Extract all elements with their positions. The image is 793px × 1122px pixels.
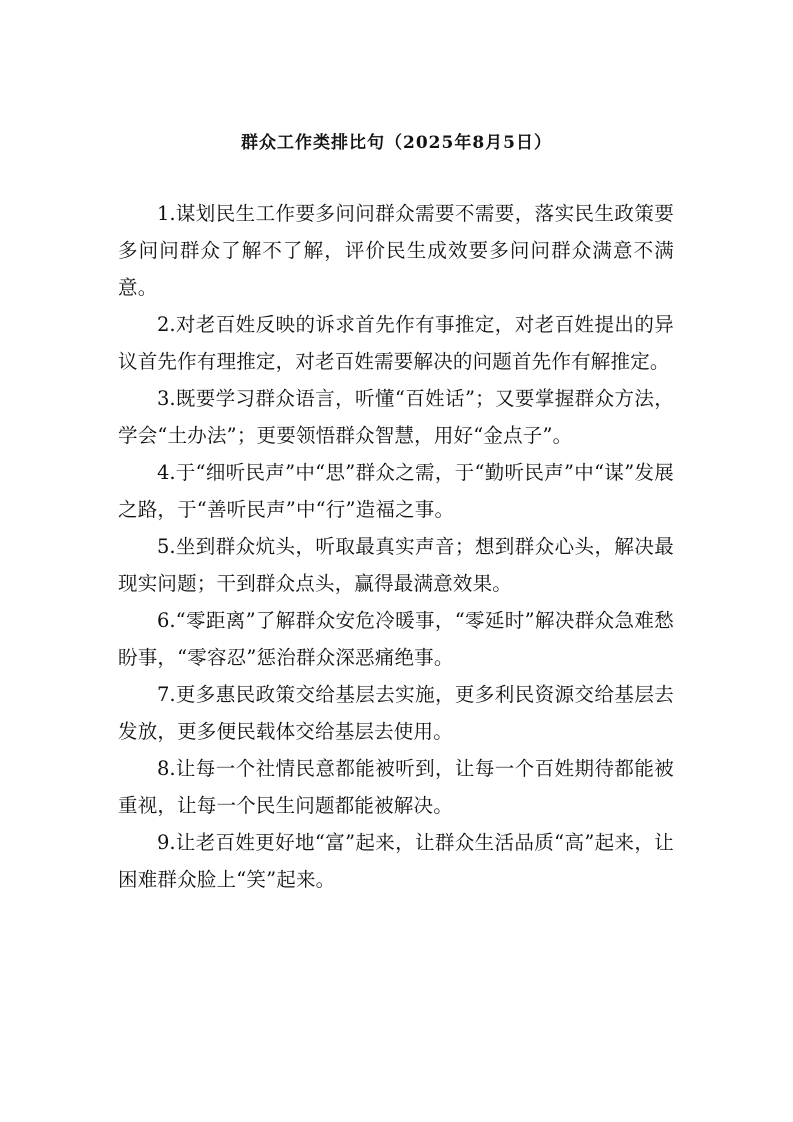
paragraph-text: 对老百姓反映的诉求首先作有事推定，对老百姓提出的异议首先作有理推定，对老百姓需要解决的问题首先作有解推定。	[118, 313, 674, 373]
paragraph-text: 让老百姓更好地“富”起来，让群众生活品质“高”起来，让困难群众脸上“笑”起来。	[118, 831, 674, 891]
paragraph-number: 6.	[157, 609, 176, 632]
paragraph-number: 1.	[157, 202, 176, 225]
paragraph-8	[118, 750, 674, 824]
paragraph-text: 既要学习群众语言，听懂“百姓话”；又要掌握群众方法，学会“土办法”；更要领悟群众智慧，用好“金点子”。	[118, 387, 674, 447]
paragraph-text: 于“细听民声”中“思”群众之需，于“勤听民声”中“谋”发展之路，于“善听民声”中“行”造福之事。	[118, 461, 674, 521]
paragraph-3	[118, 380, 674, 454]
paragraph-text: 更多惠民政策交给基层去实施，更多利民资源交给基层去发放，更多便民载体交给基层去使用。	[118, 683, 674, 743]
paragraph-number: 2.	[157, 313, 176, 336]
paragraph-9	[118, 824, 674, 898]
paragraph-number: 8.	[157, 757, 176, 780]
paragraph-number: 7.	[157, 683, 176, 706]
paragraph-1	[118, 195, 674, 306]
paragraph-text: 让每一个社情民意都能被听到，让每一个百姓期待都能被重视，让每一个民生问题都能被解决。	[118, 757, 674, 817]
paragraph-number: 9.	[157, 831, 176, 854]
paragraph-4	[118, 454, 674, 528]
paragraph-number: 3.	[157, 387, 176, 410]
paragraph-7	[118, 676, 674, 750]
paragraph-number: 5.	[157, 535, 176, 558]
paragraph-2	[118, 306, 674, 380]
paragraph-text: 坐到群众炕头，听取最真实声音；想到群众心头，解决最现实问题；干到群众点头，赢得最满意效果。	[118, 535, 674, 595]
document-body	[118, 195, 674, 898]
paragraph-6	[118, 602, 674, 676]
paragraph-number: 4.	[157, 461, 176, 484]
paragraph-5	[118, 528, 674, 602]
paragraph-text: “零距离”了解群众安危冷暖事，“零延时”解决群众急难愁盼事，“零容忍”惩治群众深恶痛绝事。	[118, 609, 674, 669]
document-title: 群众工作类排比句（2025年8月5日）	[241, 133, 552, 153]
paragraph-text: 谋划民生工作要多问问群众需要不需要，落实民生政策要多问问群众了解不了解，评价民生成效要多问问群众满意不满意。	[118, 202, 674, 299]
